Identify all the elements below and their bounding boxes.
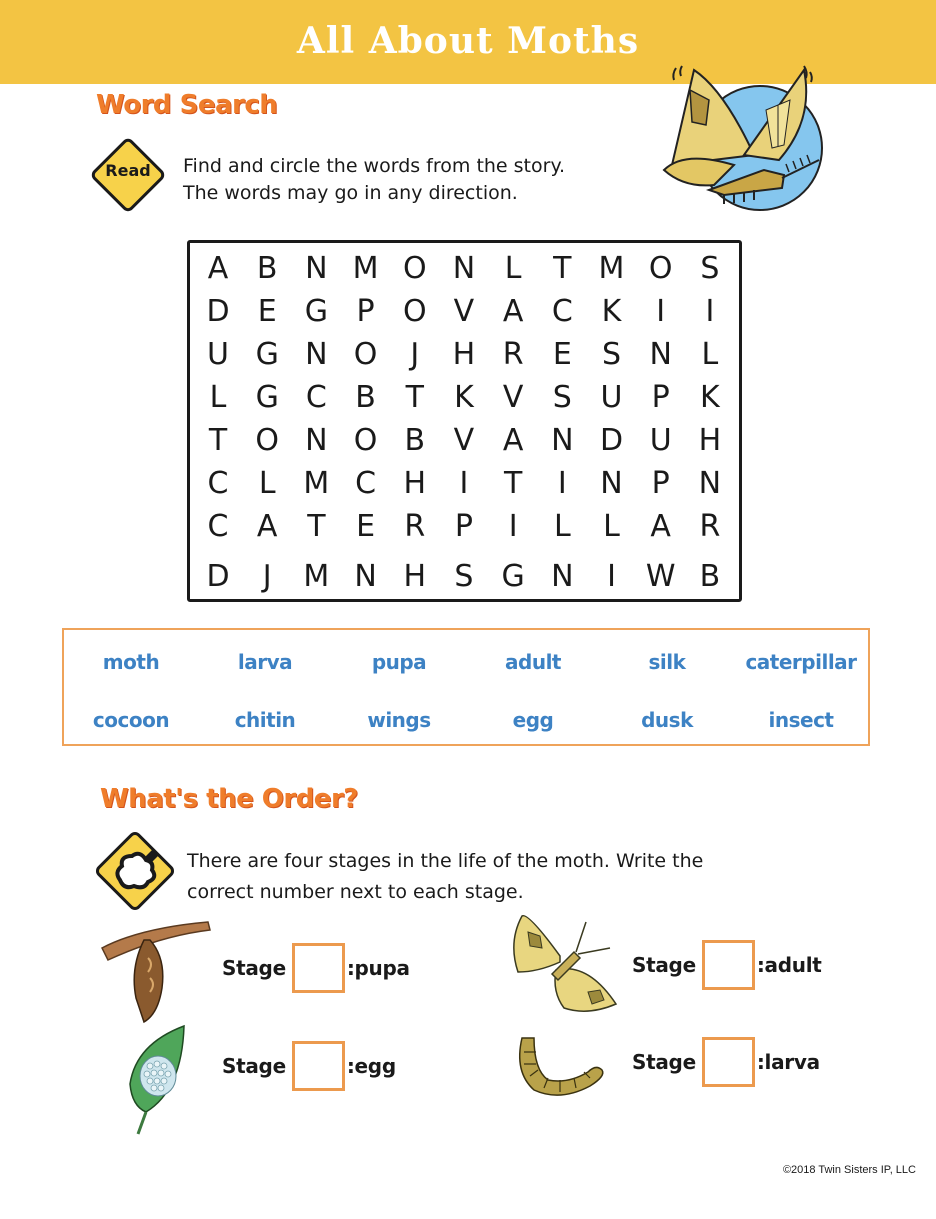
- word-bank-item: egg: [512, 708, 554, 732]
- grid-cell[interactable]: B: [699, 559, 721, 594]
- grid-cell[interactable]: N: [354, 559, 377, 594]
- stage-number-input[interactable]: [702, 1037, 755, 1087]
- grid-cell[interactable]: G: [501, 559, 525, 594]
- grid-cell[interactable]: C: [207, 466, 229, 501]
- grid-cell[interactable]: N: [305, 337, 328, 372]
- grid-cell[interactable]: N: [649, 337, 672, 372]
- moth-icon: [508, 912, 620, 1020]
- caterpillar-icon: [510, 1032, 610, 1104]
- grid-cell[interactable]: K: [601, 294, 622, 329]
- chrysalis-icon: [100, 918, 212, 1028]
- word-bank-item: dusk: [641, 708, 693, 732]
- word-bank-item: silk: [648, 650, 686, 674]
- stage-row-adult: Stage :adult: [632, 940, 822, 990]
- grid-cell[interactable]: G: [304, 294, 328, 329]
- grid-cell[interactable]: R: [502, 337, 524, 372]
- grid-cell[interactable]: I: [557, 466, 567, 501]
- grid-cell[interactable]: M: [352, 251, 379, 286]
- word-bank-item: wings: [367, 708, 431, 732]
- grid-cell[interactable]: I: [607, 559, 616, 594]
- grid-cell[interactable]: L: [209, 380, 227, 415]
- grid-cell[interactable]: N: [452, 251, 476, 286]
- order-instructions: There are four stages in the life of the moth. Write the correct number next to each stage.: [187, 850, 704, 903]
- grid-cell[interactable]: I: [459, 466, 469, 501]
- grid-cell[interactable]: C: [207, 509, 229, 544]
- grid-cell[interactable]: I: [656, 294, 666, 329]
- grid-cell[interactable]: H: [452, 337, 476, 372]
- grid-cell[interactable]: I: [705, 294, 715, 329]
- grid-cell[interactable]: H: [403, 559, 427, 594]
- grid-cell[interactable]: D: [206, 294, 230, 329]
- order-title: What's the Order?: [100, 784, 358, 814]
- word-search-title: Word Search: [96, 90, 278, 120]
- grid-cell[interactable]: A: [502, 423, 524, 458]
- grid-cell[interactable]: O: [353, 337, 378, 372]
- grid-cell[interactable]: C: [305, 380, 327, 415]
- grid-cell[interactable]: P: [651, 466, 670, 501]
- grid-row: [198, 505, 730, 548]
- grid-cell[interactable]: A: [502, 294, 524, 329]
- grid-cell[interactable]: E: [552, 337, 572, 372]
- grid-cell[interactable]: D: [599, 423, 624, 458]
- stage-row-pupa: Stage :pupa: [222, 943, 410, 993]
- grid-cell[interactable]: C: [551, 294, 573, 329]
- grid-cell[interactable]: O: [402, 294, 427, 329]
- grid-cell[interactable]: E: [356, 509, 376, 544]
- copyright: ©2018 Twin Sisters IP, LLC: [782, 1164, 916, 1176]
- stage-number-input[interactable]: [702, 940, 755, 990]
- grid-row: [198, 247, 730, 290]
- grid-cell[interactable]: S: [454, 559, 474, 594]
- word-bank-item: insect: [768, 708, 834, 732]
- grid-cell[interactable]: A: [256, 509, 278, 544]
- word-bank-item: chitin: [234, 708, 296, 732]
- grid-cell[interactable]: U: [207, 337, 229, 372]
- grid-cell[interactable]: S: [700, 251, 720, 286]
- grid-cell[interactable]: O: [648, 251, 673, 286]
- grid-cell[interactable]: K: [700, 380, 720, 415]
- word-search-instructions: Find and circle the words from the story. The words may go in any direction.: [183, 155, 566, 204]
- grid-cell[interactable]: T: [405, 380, 424, 415]
- grid-cell[interactable]: P: [356, 294, 375, 329]
- grid-cell[interactable]: R: [404, 509, 426, 544]
- grid-row: [198, 555, 730, 598]
- think-sign-icon: [92, 828, 178, 914]
- word-search-grid[interactable]: [187, 240, 742, 602]
- grid-cell[interactable]: N: [551, 423, 574, 458]
- grid-cell[interactable]: T: [503, 466, 523, 501]
- stage-number-input[interactable]: [292, 1041, 345, 1091]
- word-bank-item: moth: [102, 650, 160, 674]
- grid-cell[interactable]: O: [255, 423, 279, 458]
- grid-row: [198, 419, 730, 462]
- grid-cell[interactable]: V: [502, 380, 524, 415]
- grid-cell[interactable]: P: [454, 509, 473, 544]
- stage-row-larva: Stage :larva: [632, 1037, 820, 1087]
- grid-row: [198, 333, 730, 376]
- grid-cell[interactable]: E: [257, 294, 277, 329]
- stage-number-input[interactable]: [292, 943, 345, 993]
- word-bank-item: pupa: [371, 650, 427, 674]
- grid-cell[interactable]: T: [553, 251, 572, 286]
- grid-cell[interactable]: N: [305, 423, 328, 458]
- grid-cell[interactable]: B: [355, 380, 376, 415]
- grid-cell[interactable]: G: [255, 380, 279, 415]
- grid-cell[interactable]: P: [651, 380, 670, 415]
- grid-cell[interactable]: M: [303, 466, 330, 501]
- grid-cell[interactable]: W: [645, 559, 676, 594]
- grid-cell[interactable]: S: [601, 337, 622, 372]
- grid-cell[interactable]: A: [207, 251, 229, 286]
- grid-cell[interactable]: O: [353, 423, 378, 458]
- eggs-on-leaf-icon: [126, 1024, 188, 1136]
- grid-cell[interactable]: B: [404, 423, 426, 458]
- grid-cell[interactable]: L: [258, 466, 276, 501]
- grid-cell[interactable]: V: [453, 423, 475, 458]
- grid-cell[interactable]: N: [551, 559, 574, 594]
- grid-cell[interactable]: S: [552, 380, 572, 415]
- grid-cell[interactable]: J: [410, 337, 420, 372]
- grid-cell[interactable]: T: [307, 509, 326, 544]
- grid-cell[interactable]: H: [698, 423, 722, 458]
- grid-row: [198, 462, 730, 505]
- grid-cell[interactable]: L: [701, 337, 719, 372]
- grid-cell[interactable]: N: [698, 466, 722, 501]
- grid-cell[interactable]: A: [650, 509, 671, 544]
- grid-cell[interactable]: M: [303, 559, 330, 594]
- word-bank-item: cocoon: [92, 708, 170, 732]
- grid-cell[interactable]: L: [553, 509, 571, 544]
- word-bank-item: caterpillar: [745, 650, 857, 674]
- page-title: All About Moths: [296, 20, 640, 62]
- word-bank-item: adult: [505, 650, 561, 674]
- moth-badge-icon: [654, 60, 830, 230]
- read-sign-label: Read: [105, 161, 151, 180]
- grid-cell[interactable]: L: [603, 509, 620, 544]
- stage-row-egg: Stage :egg: [222, 1041, 396, 1091]
- grid-cell[interactable]: N: [305, 251, 328, 286]
- grid-cell[interactable]: U: [649, 423, 672, 458]
- grid-cell[interactable]: I: [508, 509, 518, 544]
- word-bank: [62, 628, 870, 746]
- grid-cell[interactable]: K: [454, 380, 474, 415]
- word-bank-item: larva: [237, 650, 293, 674]
- grid-row: [198, 290, 730, 333]
- grid-cell[interactable]: T: [208, 423, 228, 458]
- grid-cell[interactable]: L: [504, 251, 522, 286]
- grid-cell[interactable]: R: [699, 509, 721, 544]
- grid-cell[interactable]: B: [256, 251, 278, 286]
- grid-row: [198, 376, 730, 419]
- grid-cell[interactable]: N: [600, 466, 623, 501]
- grid-cell[interactable]: J: [262, 559, 272, 594]
- grid-cell[interactable]: O: [402, 251, 427, 286]
- grid-cell[interactable]: D: [206, 559, 230, 594]
- grid-cell[interactable]: G: [255, 337, 279, 372]
- grid-cell[interactable]: V: [453, 294, 475, 329]
- grid-cell[interactable]: M: [598, 251, 625, 286]
- grid-cell[interactable]: U: [600, 380, 623, 415]
- grid-cell[interactable]: C: [355, 466, 377, 501]
- grid-cell[interactable]: H: [403, 466, 427, 501]
